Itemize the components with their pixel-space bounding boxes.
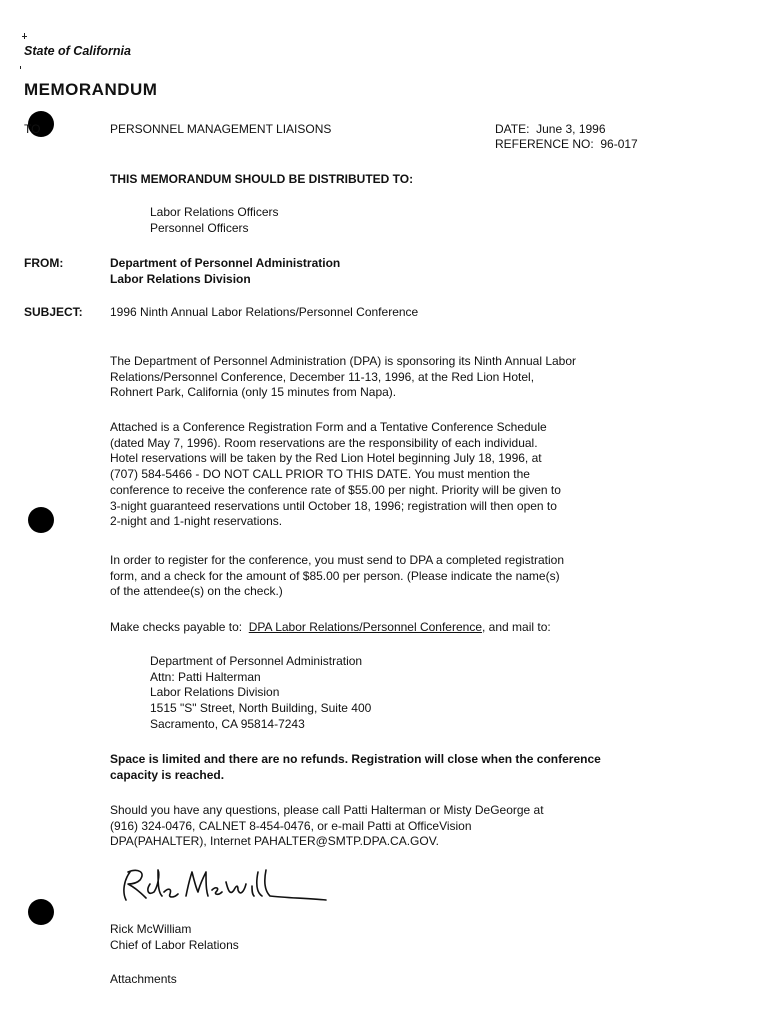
text-line: (dated May 7, 1996). Room reservations are the responsibility of each individual. bbox=[110, 435, 538, 450]
from-line: Department of Personnel Administration bbox=[110, 256, 341, 270]
text-line: form, and a check for the amount of $85.00 per person. (Please indicate the name(s) bbox=[110, 568, 560, 583]
text-line: of the attendee(s) on the check.) bbox=[110, 584, 283, 599]
address-line: Sacramento, CA 95814-7243 bbox=[150, 716, 305, 731]
subject-value: 1996 Ninth Annual Labor Relations/Personnel Conference bbox=[110, 305, 419, 319]
reference-value: 96-017 bbox=[600, 137, 638, 151]
text-line: (916) 324-0476, CALNET 8-454-0476, or e-mail Patti at OfficeVision bbox=[110, 818, 472, 833]
checks-payee: DPA Labor Relations/Personnel Conference bbox=[248, 620, 482, 634]
signer-title: Chief of Labor Relations bbox=[110, 938, 239, 952]
state-heading: State of California bbox=[24, 44, 131, 58]
text-line: Relations/Personnel Conference, December 11-13, 1996, at the Red Lion Hotel, bbox=[110, 369, 535, 384]
paragraph-registration bbox=[110, 553, 685, 600]
date-line bbox=[495, 122, 606, 136]
address-line: Department of Personnel Administration bbox=[150, 654, 363, 668]
memo-title: MEMORANDUM bbox=[24, 80, 158, 99]
text-line: conference to receive the conference rate of $55.00 per night. Priority will be given to bbox=[110, 482, 561, 497]
distribution-heading: THIS MEMORANDUM SHOULD BE DISTRIBUTED TO: bbox=[110, 172, 414, 186]
attachments-label: Attachments bbox=[110, 972, 177, 986]
reference-line bbox=[495, 137, 638, 151]
to-value: PERSONNEL MANAGEMENT LIAISONS bbox=[110, 122, 332, 136]
paragraph-reservations bbox=[110, 420, 685, 530]
reference-label: REFERENCE NO: bbox=[495, 137, 594, 151]
text-line: Rohnert Park, California (only 15 minutes from Napa). bbox=[110, 385, 397, 400]
text-line: 2-night and 1-night reservations. bbox=[110, 514, 283, 529]
text-line: 3-night guaranteed reservations until October 18, 1996; registration will then open to bbox=[110, 498, 557, 513]
text-line: capacity is reached. bbox=[110, 767, 225, 782]
date-value: June 3, 1996 bbox=[536, 122, 606, 136]
text-line: Attached is a Conference Registration Form and a Tentative Conference Schedule bbox=[110, 420, 547, 434]
scan-mark bbox=[24, 33, 25, 39]
to-label: TO bbox=[24, 122, 41, 136]
paragraph-intro bbox=[110, 354, 685, 401]
recipient-item: Labor Relations Officers bbox=[150, 205, 279, 219]
text-line: (707) 584-5466 - DO NOT CALL PRIOR TO THIS DATE. You must mention the bbox=[110, 467, 530, 482]
from-label: FROM: bbox=[24, 256, 64, 270]
text-line: DPA(PAHALTER), Internet PAHALTER@SMTP.DPA.CA.GOV. bbox=[110, 834, 439, 849]
contact-paragraph bbox=[110, 803, 685, 850]
address-line: Labor Relations Division bbox=[150, 685, 280, 700]
checks-payable-line bbox=[110, 620, 685, 636]
date-label: DATE: bbox=[495, 122, 530, 136]
checks-suffix: , and mail to: bbox=[482, 620, 551, 634]
scan-mark bbox=[20, 66, 21, 69]
checks-prefix: Make checks payable to: bbox=[110, 620, 243, 634]
text-line: In order to register for the conference, you must send to DPA a completed registration bbox=[110, 553, 565, 567]
recipient-item: Personnel Officers bbox=[150, 221, 249, 235]
subject-label: SUBJECT: bbox=[24, 305, 83, 319]
binder-hole bbox=[28, 899, 54, 925]
address-line: Attn: Patti Halterman bbox=[150, 669, 261, 684]
notice-paragraph bbox=[110, 752, 685, 783]
text-line: Hotel reservations will be taken by the Red Lion Hotel beginning July 18, 1996, at bbox=[110, 451, 542, 466]
handwritten-signature bbox=[116, 862, 331, 910]
binder-hole bbox=[28, 507, 54, 533]
text-line: Should you have any questions, please call Patti Halterman or Misty DeGeorge at bbox=[110, 803, 544, 817]
signer-name: Rick McWilliam bbox=[110, 922, 192, 936]
text-line: Space is limited and there are no refunds. Registration will close when the conference bbox=[110, 752, 601, 766]
from-line: Labor Relations Division bbox=[110, 272, 251, 286]
mailing-address bbox=[150, 654, 550, 733]
address-line: 1515 "S" Street, North Building, Suite 400 bbox=[150, 701, 372, 716]
text-line: The Department of Personnel Administration (DPA) is sponsoring its Ninth Annual Labor bbox=[110, 354, 577, 368]
